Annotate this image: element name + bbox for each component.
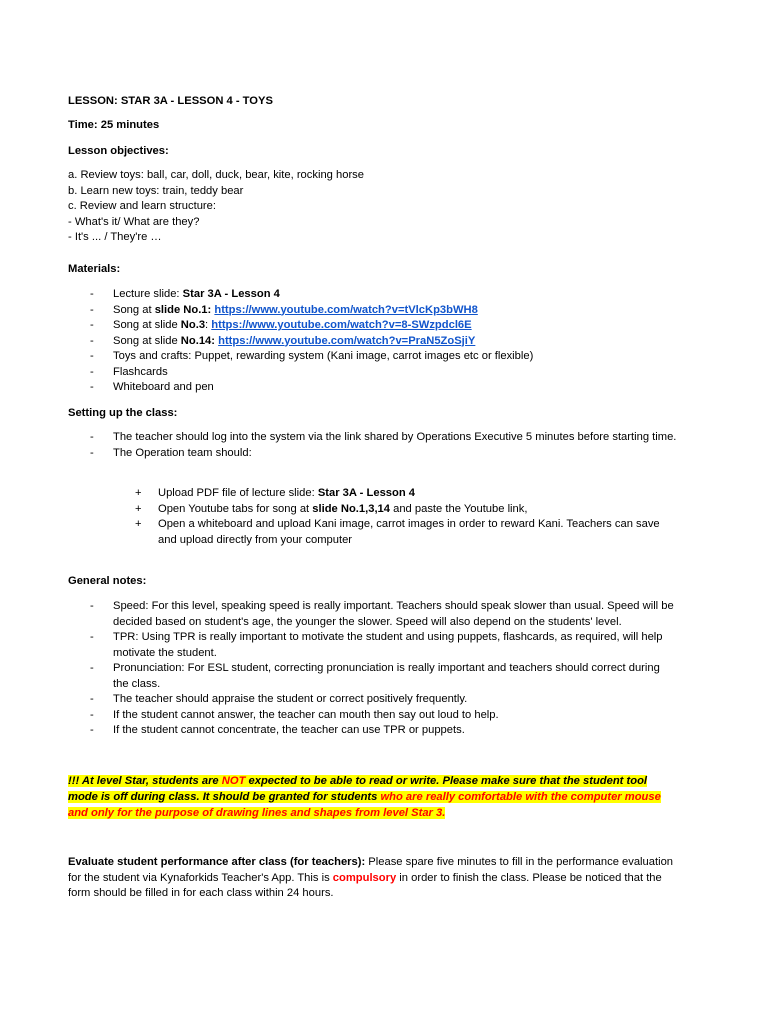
operation-team-item: + Open a whiteboard and upload Kani image, carrot images in order to reward Kani. Teachers can save and upload directly from your computer xyxy=(135,518,660,546)
note-item: - TPR: Using TPR is really important to motivate the student and using puppets, flashcards, as required, will help motivate the student. xyxy=(90,631,663,659)
star-level-warning: !!! At level Star, students are NOT expected to be able to read or write. Please make sure that the student tool mode is off during class. It should be granted for students who are really comfortable with the computer mouse and only for the purpose of drawing lines and shapes from level Star 3. xyxy=(68,775,661,819)
general-notes-list xyxy=(68,599,678,739)
lesson-time: Time: 25 minutes xyxy=(68,119,160,131)
general-notes-heading: General notes: xyxy=(68,575,147,587)
materials-item: - Flashcards xyxy=(90,365,168,378)
note-item: - Speed: For this level, speaking speed is really important. Teachers should speak slower than usual. Speed will be decided based on student's age, the younger the slower. Speed will also depend on the students' level. xyxy=(90,600,674,628)
materials-item: - Lecture slide: Star 3A - Lesson 4 xyxy=(90,288,280,300)
compulsory-emphasis: compulsory xyxy=(332,871,397,884)
objectives-list xyxy=(68,168,678,246)
lesson-title: LESSON: STAR 3A - LESSON 4 - TOYS xyxy=(68,95,273,107)
setup-heading: Setting up the class: xyxy=(68,407,178,419)
operation-team-item: + Open Youtube tabs for song at slide No.1,3,14 and paste the Youtube link, xyxy=(135,502,528,515)
objectives-heading: Lesson objectives: xyxy=(68,145,169,157)
materials-list xyxy=(68,287,678,396)
objective-line: - It's ... / They're … xyxy=(68,231,162,243)
materials-heading: Materials: xyxy=(68,263,121,275)
materials-item: - Song at slide No.1: https://www.youtube.com/watch?v=tVlcKp3bWH8 xyxy=(90,303,478,316)
evaluate-heading: Evaluate student performance after class (for teachers): xyxy=(68,856,366,868)
setup-item: - The Operation team should: xyxy=(90,446,252,459)
song-link-slide-3[interactable]: https://www.youtube.com/watch?v=8-SWzpdcl6E xyxy=(211,319,472,331)
note-item: - Pronunciation: For ESL student, correcting pronunciation is really important and teachers should correct during the class. xyxy=(90,662,660,690)
setup-item: - The teacher should log into the system via the link shared by Operations Executive 5 minutes before starting time. xyxy=(90,431,677,443)
operation-team-list xyxy=(113,486,673,548)
song-link-slide-1[interactable]: https://www.youtube.com/watch?v=tVlcKp3bWH8 xyxy=(214,303,478,316)
note-item: - If the student cannot concentrate, the teacher can use TPR or puppets. xyxy=(90,724,465,736)
objective-line: c. Review and learn structure: xyxy=(68,200,216,212)
operation-team-item: + Upload PDF file of lecture slide: Star 3A - Lesson 4 xyxy=(135,487,416,499)
note-item: - If the student cannot answer, the teacher can mouth then say out loud to help. xyxy=(90,708,499,721)
materials-item: - Song at slide No.3: https://www.youtube.com/watch?v=8-SWzpdcl6E xyxy=(90,319,472,331)
materials-item: - Toys and crafts: Puppet, rewarding system (Kani image, carrot images etc or flexible) xyxy=(90,350,534,362)
objective-line: b. Learn new toys: train, teddy bear xyxy=(68,184,244,197)
materials-item: - Song at slide No.14: https://www.youtube.com/watch?v=PraN5ZoSjiY xyxy=(90,334,476,347)
objective-line: - What's it/ What are they? xyxy=(68,215,200,228)
note-item: - The teacher should appraise the student or correct positively frequently. xyxy=(90,693,468,705)
evaluate-paragraph: Evaluate student performance after class (for teachers): Please spare five minutes to fill in the performance evaluation for the student via Kynaforkids Teacher's App. This is compulsory in order to finish the class. Please be noticed that the form should be filled in for each class within 24 hours. xyxy=(68,856,674,899)
materials-item: - Whiteboard and pen xyxy=(90,381,214,393)
not-emphasis: NOT xyxy=(221,775,246,787)
song-link-slide-14[interactable]: https://www.youtube.com/watch?v=PraN5ZoSjiY xyxy=(218,334,476,347)
objective-line: a. Review toys: ball, car, doll, duck, bear, kite, rocking horse xyxy=(68,169,364,181)
setup-list xyxy=(68,430,678,461)
